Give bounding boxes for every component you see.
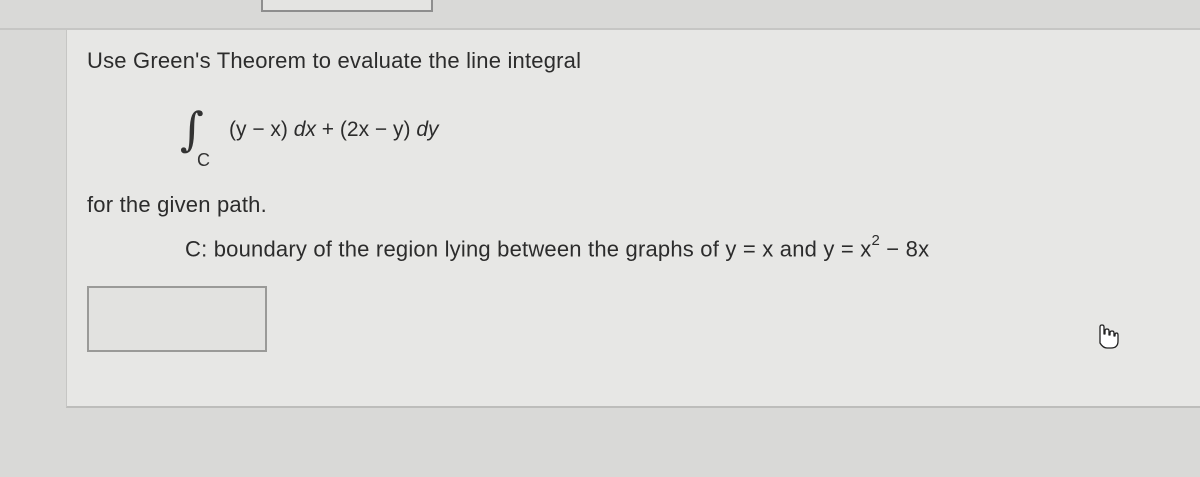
plus-sign: + xyxy=(315,118,340,141)
path-prefix: C: boundary of the region lying between the graphs of y = x and y = x xyxy=(185,236,872,262)
dy: dy xyxy=(416,118,439,141)
question-intro: Use Green's Theorem to evaluate the line integral xyxy=(87,48,582,73)
integral-subscript: C xyxy=(197,150,210,170)
integrand-p: (y − x) xyxy=(229,118,294,141)
path-suffix: − 8x xyxy=(880,236,930,262)
dx: dx xyxy=(293,118,316,141)
integrand-q: (2x − y) xyxy=(339,118,417,141)
path-description xyxy=(185,232,930,262)
integrand xyxy=(229,118,439,142)
given-path-text: for the given path. xyxy=(87,192,267,217)
question-panel xyxy=(66,30,1200,408)
answer-input[interactable] xyxy=(87,286,267,352)
path-exponent: 2 xyxy=(871,232,880,249)
integral-sign: ∫ xyxy=(180,102,204,156)
top-button[interactable] xyxy=(261,0,433,12)
mouse-pointer-icon xyxy=(1097,324,1119,350)
